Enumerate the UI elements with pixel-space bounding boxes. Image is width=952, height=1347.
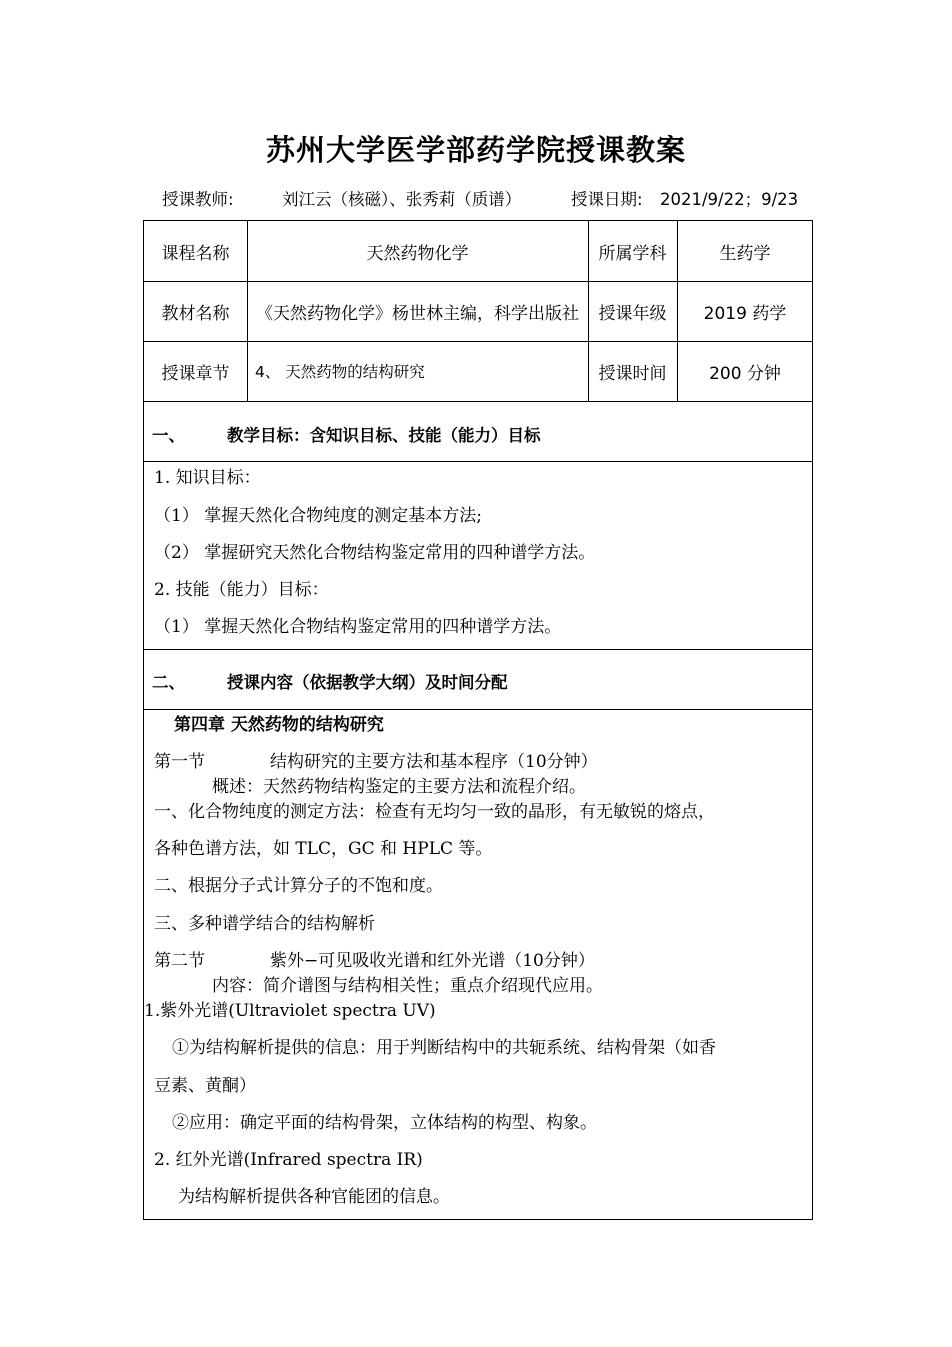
lesson-plan-table xyxy=(143,220,813,1220)
section-title: 授课内容（依据教学大纲）及时间分配 xyxy=(227,673,508,692)
textbook-value: 《天然药物化学》杨世林主编，科学出版社 xyxy=(256,303,579,324)
content-line: ②应用：确定平面的结构骨架，立体结构的构型、构象。 xyxy=(172,1113,597,1133)
part-label: 第二节 xyxy=(154,951,205,971)
objective-line: （2） 掌握研究天然化合物结构鉴定常用的四种谱学方法。 xyxy=(154,543,596,563)
duration-value: 200 分钟 xyxy=(709,363,781,384)
content-line: 为结构解析提供各种官能团的信息。 xyxy=(178,1187,450,1207)
objective-line: （1） 掌握天然化合物纯度的测定基本方法; xyxy=(154,506,482,526)
course-name-label: 课程名称 xyxy=(161,243,230,264)
teacher-value: 刘江云（核磁）、张秀莉（质谱） xyxy=(282,190,522,209)
course-name-value: 天然药物化学 xyxy=(366,243,469,264)
chapter-heading: 第四章 天然药物的结构研究 xyxy=(174,715,384,735)
part-summary: 概述：天然药物结构鉴定的主要方法和流程介绍。 xyxy=(212,777,586,797)
table-divider xyxy=(144,461,812,462)
subject-value: 生药学 xyxy=(719,243,771,264)
content-line: 一、化合物纯度的测定方法：检查有无均匀一致的晶形，有无敏锐的熔点， xyxy=(154,802,715,822)
teacher-label: 授课教师: xyxy=(162,190,234,209)
content-line: 二、根据分子式计算分子的不饱和度。 xyxy=(154,876,443,896)
objective-line: （1） 掌握天然化合物结构鉴定常用的四种谱学方法。 xyxy=(154,617,562,637)
document-title: 苏州大学医学部药学院授课教案 xyxy=(265,133,686,167)
grade-value: 2019 药学 xyxy=(703,303,787,324)
uv-heading: 1.紫外光谱(Ultraviolet spectra UV) xyxy=(144,1001,436,1021)
subject-label: 所属学科 xyxy=(598,243,667,264)
objective-line: 1. 知识目标： xyxy=(154,468,261,488)
table-divider xyxy=(144,649,812,650)
objective-line: 2. 技能（能力）目标： xyxy=(154,580,329,600)
content-line: 各种色谱方法，如 TLC，GC 和 HPLC 等。 xyxy=(154,839,493,859)
date-label: 授课日期: xyxy=(571,190,643,209)
content-line: 三、多种谱学结合的结构解析 xyxy=(154,914,375,934)
ir-heading: 2. 红外光谱(Infrared spectra IR) xyxy=(154,1150,423,1170)
textbook-label: 教材名称 xyxy=(161,303,230,324)
part-summary: 内容：简介谱图与结构相关性；重点介绍现代应用。 xyxy=(212,976,603,996)
section-number: 二、 xyxy=(152,673,185,692)
section-heading-objectives xyxy=(152,422,541,446)
section-title: 教学目标：含知识目标、技能（能力）目标 xyxy=(227,426,541,445)
grade-label: 授课年级 xyxy=(598,303,667,324)
section-heading-content xyxy=(152,669,508,693)
section-number: 一、 xyxy=(152,426,185,445)
chapter-value: 4、 天然药物的结构研究 xyxy=(255,363,425,381)
content-line: ①为结构解析提供的信息：用于判断结构中的共轭系统、结构骨架（如香 xyxy=(172,1038,716,1058)
part-label: 第一节 xyxy=(154,752,205,772)
duration-label: 授课时间 xyxy=(598,363,667,384)
part-title: 紫外−可见吸收光谱和红外光谱（10分钟） xyxy=(270,951,595,971)
table-divider xyxy=(144,401,812,402)
part-title: 结构研究的主要方法和基本程序（10分钟） xyxy=(270,752,598,772)
content-line: 豆素、黄酮） xyxy=(154,1076,256,1096)
date-value: 2021/9/22；9/23 xyxy=(660,190,799,209)
chapter-label: 授课章节 xyxy=(161,363,230,384)
